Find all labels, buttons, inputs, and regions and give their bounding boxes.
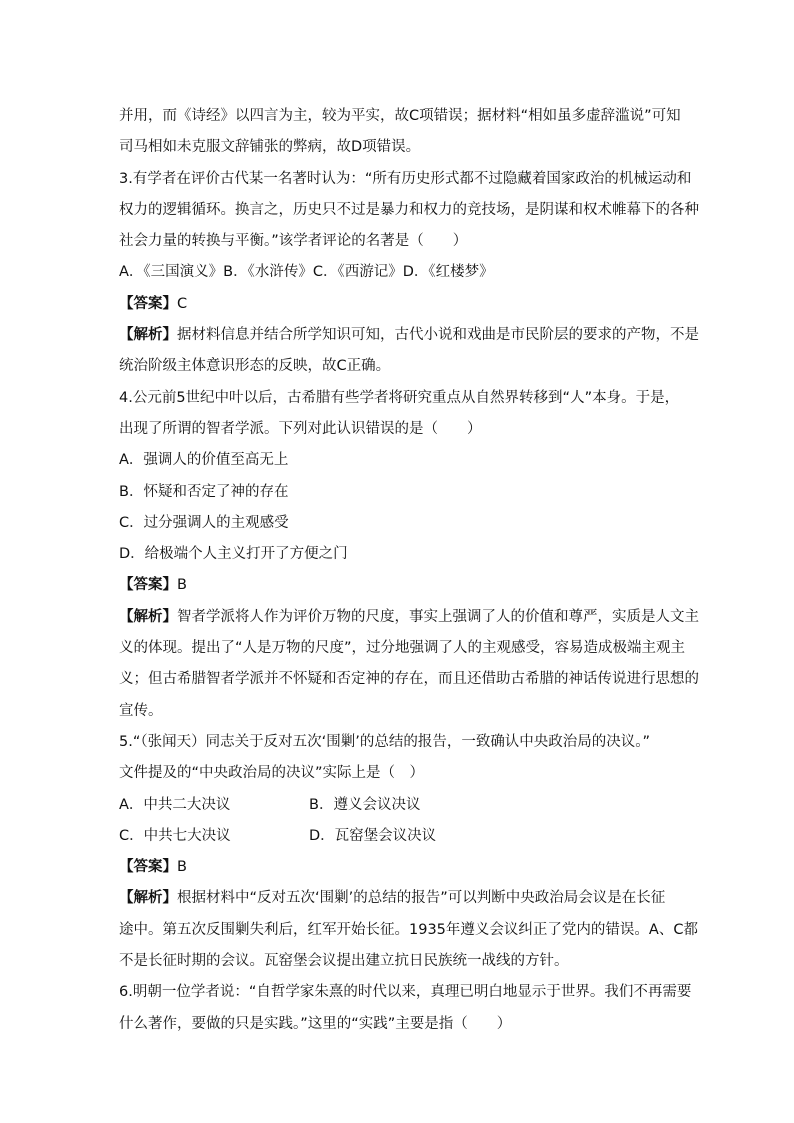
question-4-analysis [119, 602, 699, 633]
question-4-answer [119, 570, 679, 601]
question-5-stem: 5.“（张闻天）同志关于反对五次‘围剿’的总结的报告，一致确认中央政治局的决议。” [119, 733, 651, 750]
question-5-option: A．中共二大决议 [119, 796, 231, 813]
question-3-analysis: 统治阶级主体意识形态的反映，故C正确。 [119, 358, 391, 375]
analysis-tag: 【解析】 [119, 327, 177, 344]
question-6-stem: 6.明朝一位学者说：“自哲学家朱熹的时代以来，真理已明白地显示于世界。我们不再需要 [119, 984, 692, 1001]
answer-value: B [177, 577, 187, 594]
question-5-analysis [119, 883, 679, 914]
question-5-stem: 文件提及的“中央政治局的决议”实际上是（ ） [119, 765, 425, 782]
question-4-analysis: 义；但古希腊智者学派并不怀疑和否定神的存在，而且还借助古希腊的神话传说进行思想的 [119, 671, 699, 688]
question-5-analysis: 途中。第五次反围剿失利后，红军开始长征。1935年遵义会议纠正了党内的错误。A、C都 [119, 921, 698, 938]
question-5-option: B．遵义会议决议 [309, 796, 421, 813]
question-5-answer [119, 852, 679, 883]
question-4-stem: 4.公元前5世纪中叶以后，古希腊有些学者将研究重点从自然界转移到“人”本身。于是， [119, 389, 680, 406]
analysis-text: 根据材料中“反对五次‘围剿’的总结的报告”可以判断中央政治局会议是在长征 [177, 890, 666, 907]
answer-tag: 【答案】 [119, 859, 177, 876]
answer-value: C [177, 295, 188, 312]
question-5-option-row [119, 821, 679, 852]
question-5-option-row [119, 790, 679, 821]
question-6-stem: 什么著作，要做的只是实践。”这里的“实践”主要是指（ ） [119, 1015, 512, 1032]
analysis-tag: 【解析】 [119, 608, 177, 625]
question-3-answer [119, 289, 679, 320]
question-4-stem: 出现了所谓的智者学派。下列对此认识错误的是（ ） [119, 420, 482, 437]
question-5-option: D．瓦窑堡会议决议 [309, 827, 437, 844]
question-4-option: A．强调人的价值至高无上 [119, 452, 289, 469]
question-5-option: C．中共七大决议 [119, 827, 231, 844]
answer-value: B [177, 859, 187, 876]
question-4-analysis: 宣传。 [119, 702, 163, 719]
question-4-option: C．过分强调人的主观感受 [119, 514, 289, 531]
question-4-analysis: 义的体现。提出了“人是万物的尺度”，过分地强调了人的主观感受，容易造成极端主观主 [119, 640, 686, 657]
text-line: 司马相如未克服文辞铺张的弊病，故D项错误。 [119, 139, 421, 156]
question-3-options: A．《三国演义》B．《水浒传》C．《西游记》D．《红楼梦》 [119, 264, 494, 281]
question-3-stem: 社会力量的转换与平衡。”该学者评论的名著是（ ） [119, 233, 468, 250]
question-4-option: D．给极端个人主义打开了方便之门 [119, 546, 348, 563]
question-4-option: B．怀疑和否定了神的存在 [119, 483, 289, 500]
question-3-stem: 权力的逻辑循环。换言之，历史只不过是暴力和权力的竞技场，是阴谋和权术帷幕下的各种 [119, 201, 699, 218]
text-line: 并用，而《诗经》以四言为主，较为平实，故C项错误；据材料“相如虽多虚辞滥说”可知 [119, 108, 681, 124]
answer-tag: 【答案】 [119, 577, 177, 594]
analysis-text: 据材料信息并结合所学知识可知，古代小说和戏曲是市民阶层的要求的产物，不是 [177, 327, 699, 344]
question-3-analysis [119, 320, 699, 351]
question-3-stem: 3.有学者在评价古代某一名著时认为：“所有历史形式都不过隐藏着国家政治的机械运动和 [119, 170, 692, 187]
answer-tag: 【答案】 [119, 295, 177, 312]
document-body [119, 101, 699, 1040]
analysis-tag: 【解析】 [119, 890, 177, 907]
analysis-text: 智者学派将人作为评价万物的尺度，事实上强调了人的价值和尊严，实质是人文主 [177, 608, 699, 625]
question-5-analysis: 不是长征时期的会议。瓦窑堡会议提出建立抗日民族统一战线的方针。 [119, 953, 569, 970]
